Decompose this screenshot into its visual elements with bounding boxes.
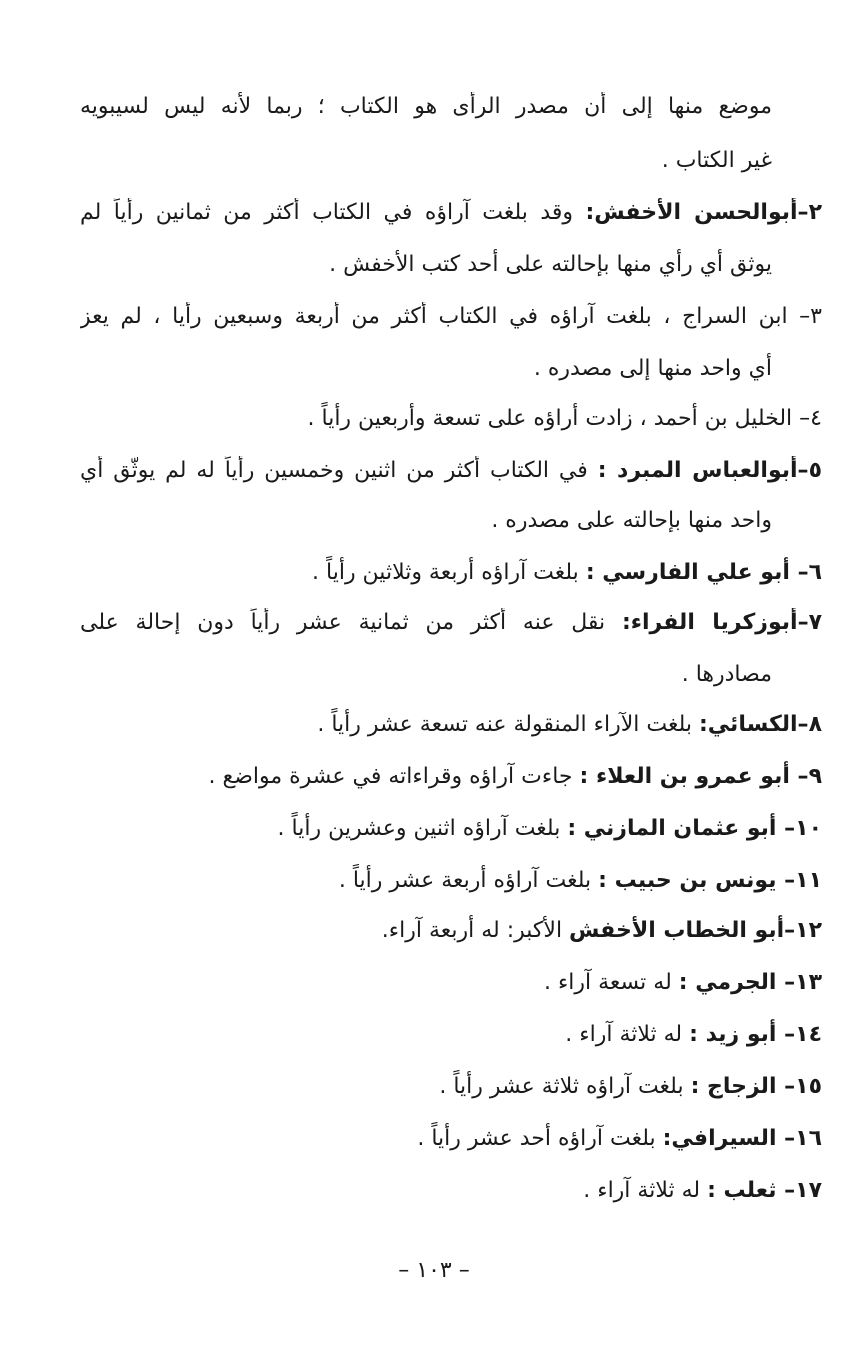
item-text: وقد بلغت آراؤه في الكتاب أكثر من ثمانين رأياً لم: [80, 200, 586, 225]
list-item: ٣– ابن السراج ، بلغت آراؤه في الكتاب أكثر من أربعة وسبعين رأيا ، لم يعز: [80, 304, 822, 329]
scholar-name: ٧–أبوزكريا الفراء:: [621, 610, 822, 635]
scholar-name: ١٤– أبو زيد :: [689, 1022, 822, 1047]
page-number: – ١٠٣ –: [398, 1258, 470, 1283]
text-line: مصادرها .: [681, 662, 772, 687]
scholar-name: ٩– أبو عمرو بن العلاء :: [579, 764, 822, 789]
item-text: بلغت آراؤه أحد عشر رأياً .: [417, 1126, 663, 1151]
list-item: ٤– الخليل بن أحمد ، زادت أراؤه على تسعة وأربعين رأياً .: [307, 406, 822, 431]
item-text: بلغت آراؤه أربعة وثلاثين رأياً .: [312, 560, 586, 585]
list-item: [80, 608, 822, 640]
scholar-name: ١٠– أبو عثمان المازني :: [567, 816, 822, 841]
item-text: بلغت آراؤه اثنين وعشرين رأياً .: [277, 816, 568, 841]
list-item: [312, 558, 822, 588]
scholar-name: ١٥– الزجاج :: [690, 1074, 822, 1099]
text-line: يوثق أي رأي منها بإحالته على أحد كتب الأخفش .: [329, 252, 772, 277]
text-line: غير الكتاب .: [661, 148, 772, 173]
scholar-name: ٨–الكسائي:: [699, 712, 822, 737]
item-text: نقل عنه أكثر من ثمانية عشر رأياً دون إحالة على: [80, 610, 622, 635]
item-text: بلغت آراؤه ثلاثة عشر رأياً .: [439, 1074, 691, 1099]
scholar-name: ١٧– ثعلب :: [707, 1178, 822, 1203]
scholar-name: ٥–أبوالعباس المبرد :: [597, 458, 822, 483]
text-line: أي واحد منها إلى مصدره .: [533, 356, 772, 381]
list-item: [417, 1124, 822, 1154]
item-text: له ثلاثة آراء .: [565, 1022, 690, 1047]
item-text: في الكتاب أكثر من اثنين وخمسين رأياً له لم يوثّق أي: [80, 458, 598, 483]
list-item: [317, 710, 822, 740]
list-item: [80, 456, 822, 488]
list-item: [382, 916, 822, 946]
list-item: [80, 198, 822, 230]
list-item: [209, 762, 823, 792]
text-line: واحد منها بإحالته على مصدره .: [491, 508, 772, 533]
scholar-name: ١٦– السيرافي:: [662, 1126, 822, 1151]
list-item: [544, 968, 822, 998]
list-item: [278, 814, 822, 844]
scholar-name: ١١– يونس بن حبيب :: [598, 868, 822, 893]
scholar-name: ١٣– الجرمي :: [678, 970, 822, 995]
list-item: [339, 866, 822, 896]
list-item: [583, 1176, 822, 1206]
scholar-name: ١٢–أبو الخطاب الأخفش: [569, 918, 822, 943]
item-text: بلغت الآراء المنقولة عنه تسعة عشر رأياً .: [317, 712, 699, 737]
item-text: الأكبر: له أربعة آراء.: [381, 918, 570, 943]
item-text: جاءت آراؤه وقراءاته في عشرة مواضع .: [208, 764, 580, 789]
list-item: [565, 1020, 822, 1050]
scholar-name: ٢–أبوالحسن الأخفش:: [585, 200, 822, 225]
item-text: بلغت آراؤه أربعة عشر رأياً .: [338, 868, 599, 893]
text-line: موضع منها إلى أن مصدر الرأى هو الكتاب ؛ ربما لأنه ليس لسيبويه: [80, 94, 772, 119]
list-item: [439, 1072, 822, 1102]
scholar-name: ٦– أبو علي الفارسي :: [585, 560, 822, 585]
item-text: له ثلاثة آراء .: [583, 1178, 708, 1203]
item-text: له تسعة آراء .: [543, 970, 679, 995]
